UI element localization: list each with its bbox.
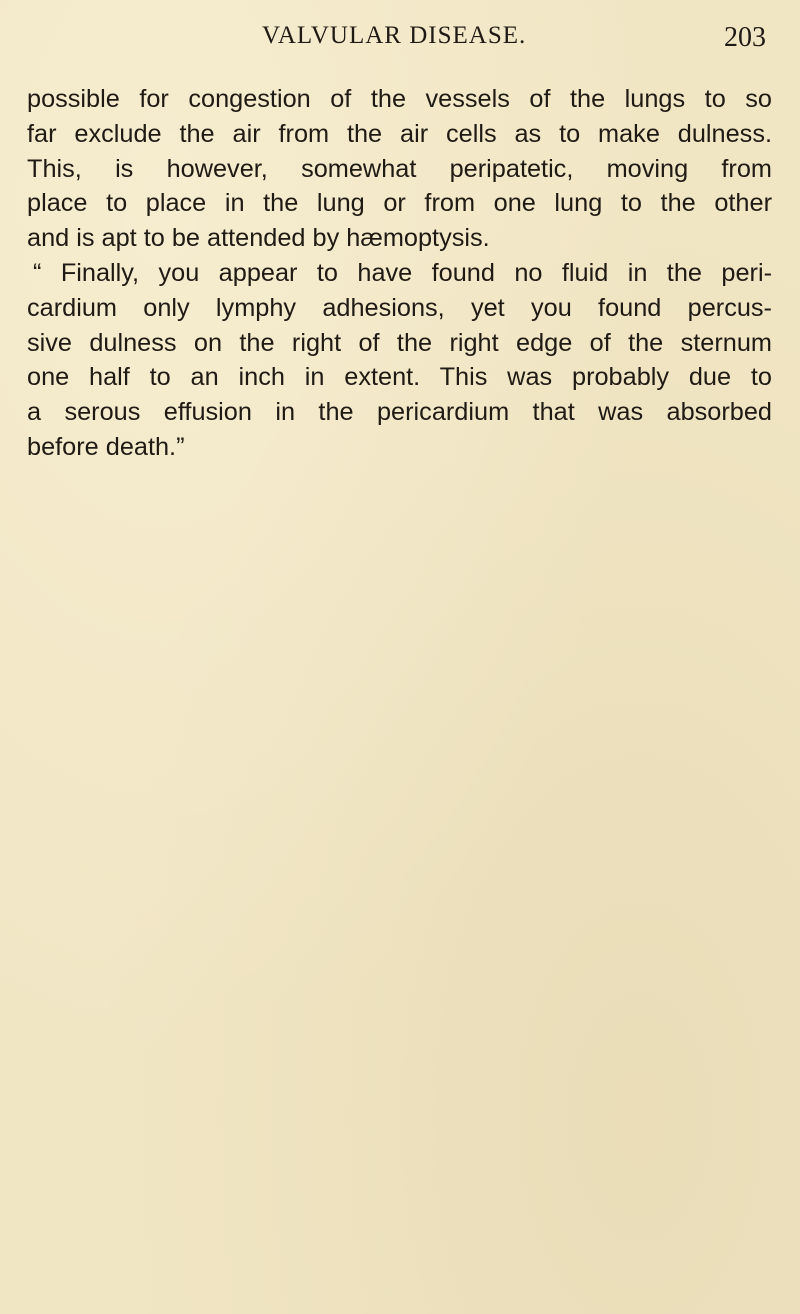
running-head xyxy=(0,18,800,58)
text-line: “ Finally, you appear to have found no fluid in the peri- xyxy=(33,258,772,287)
text-line: place to place in the lung or from one lung to the other xyxy=(27,189,772,218)
body-text xyxy=(27,82,772,465)
page-number: 203 xyxy=(724,22,766,53)
text-line: far exclude the air from the air cells as to make dulness. xyxy=(27,119,772,148)
chapter-title: VALVULAR DISEASE. xyxy=(262,22,527,49)
text-line: cardium only lymphy adhesions, yet you found percus- xyxy=(27,293,772,322)
text-line: and is apt to be attended by hæmoptysis. xyxy=(27,224,490,253)
text-line: possible for congestion of the vessels of the lungs to so xyxy=(27,85,772,113)
text-line: This, is however, somewhat peripatetic, moving from xyxy=(27,154,772,183)
text-line: a serous effusion in the pericardium that was absorbed xyxy=(27,398,772,427)
text-line: one half to an inch in extent. This was probably due to xyxy=(27,363,772,392)
text-line: sive dulness on the right of the right edge of the sternum xyxy=(27,328,772,357)
text-line: before death.” xyxy=(27,432,185,461)
